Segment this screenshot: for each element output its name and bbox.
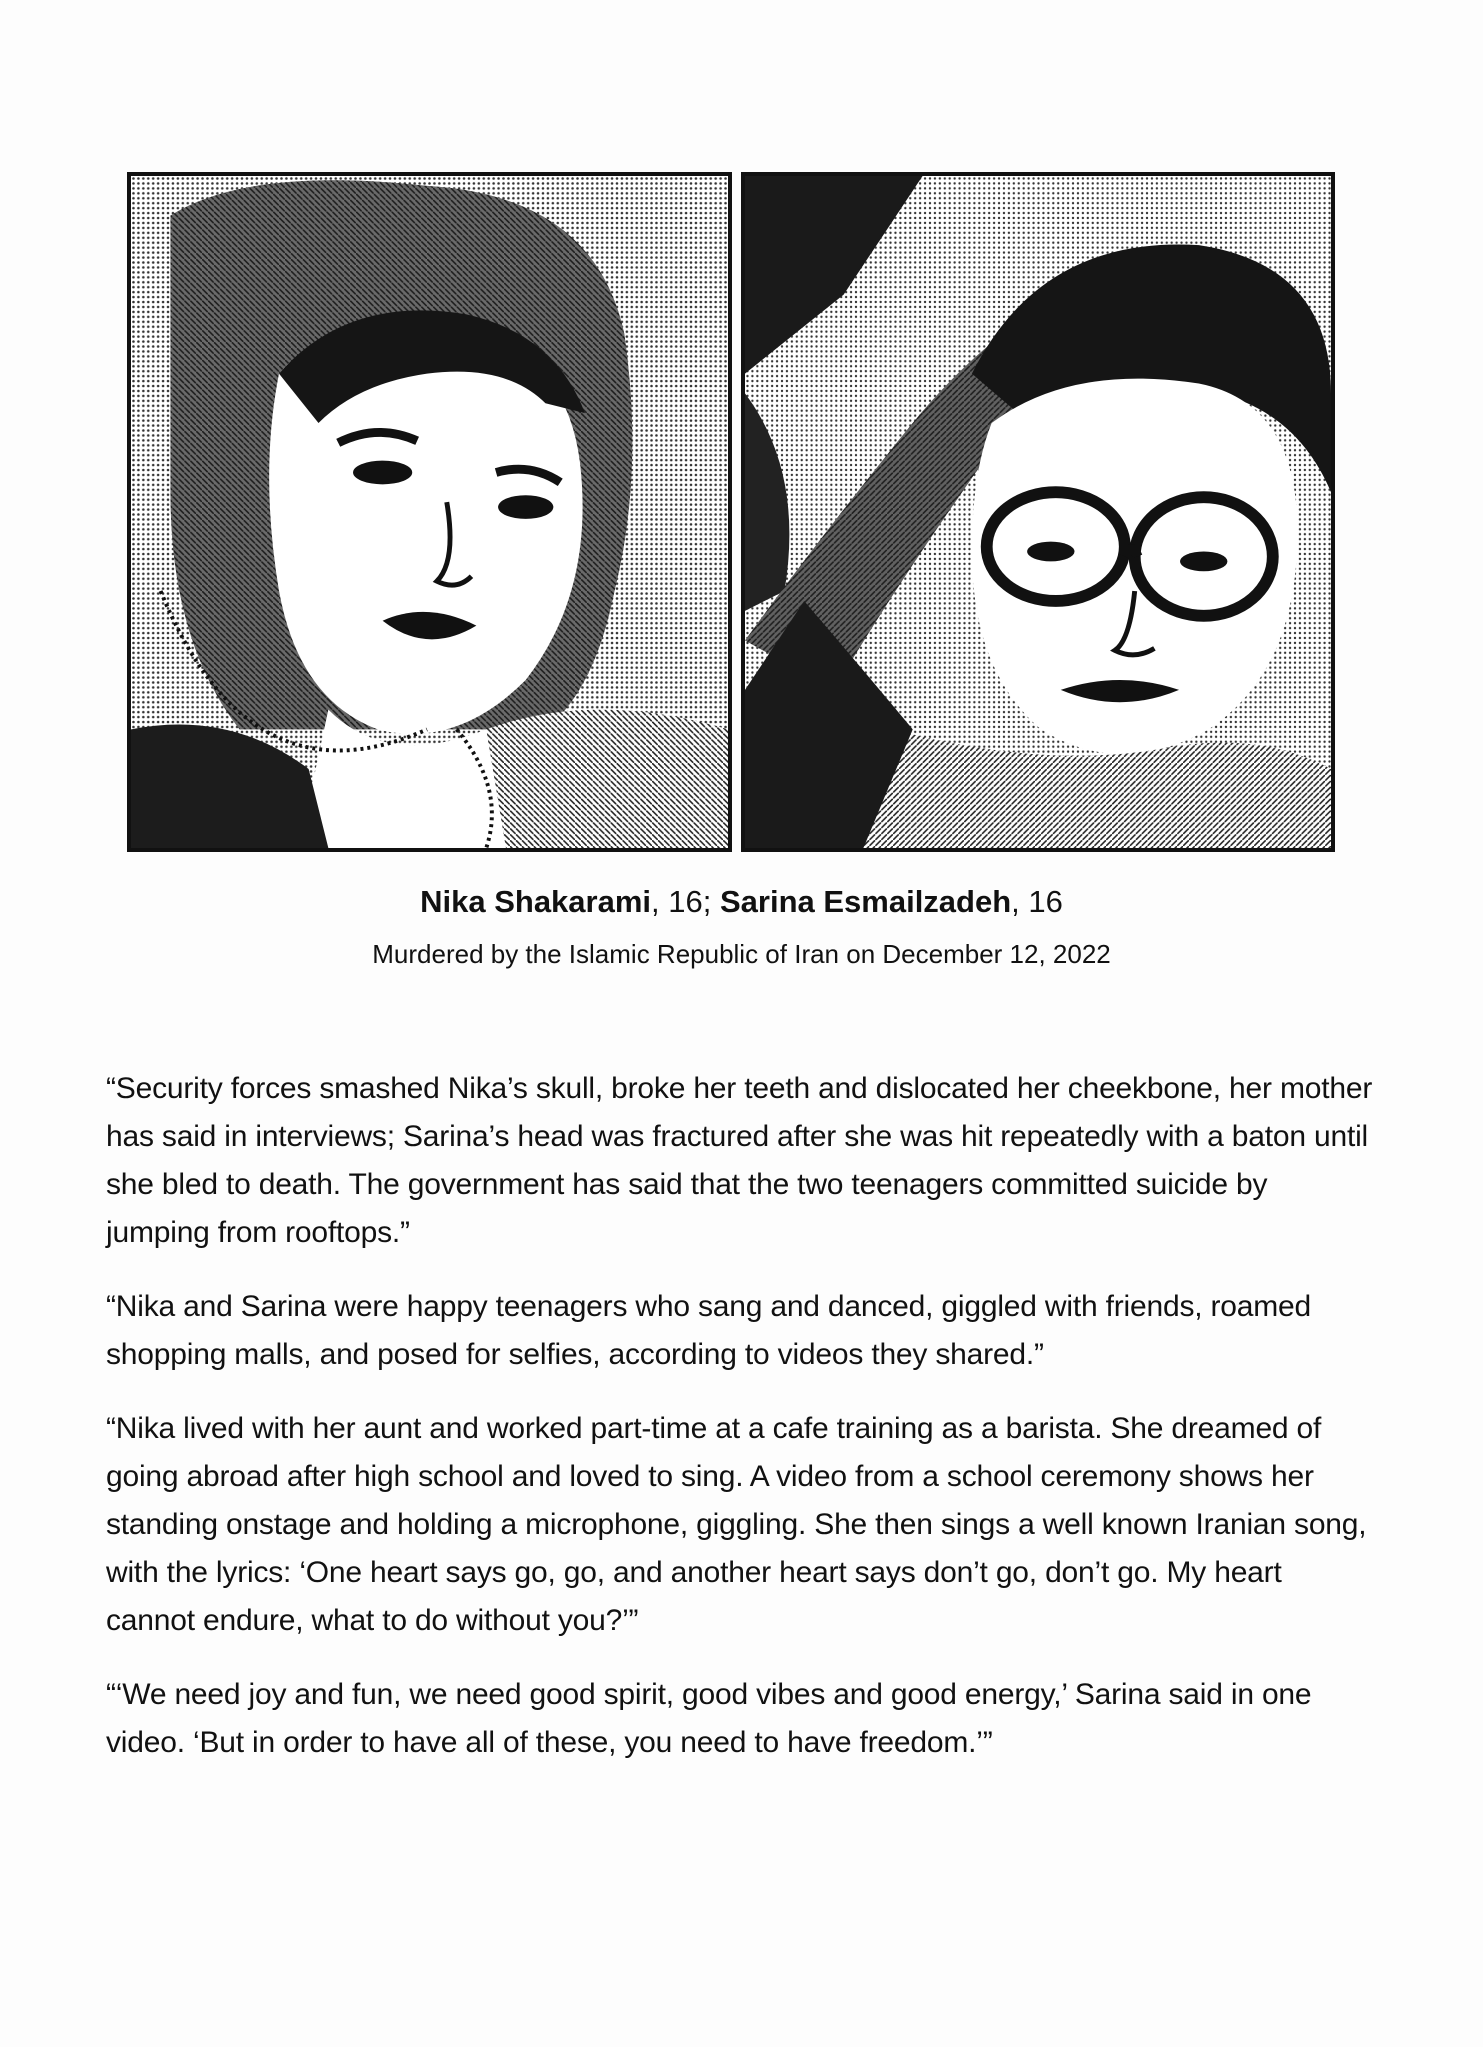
- quote-paragraph-2: “Nika and Sarina were happy teenagers who sang and danced, giggled with friends, roamed shopping malls, and posed for selfies, according to videos they shared.”: [106, 1290, 1312, 1371]
- portrait-photo-sarina: [741, 172, 1335, 852]
- quote-body: [106, 1065, 1376, 1793]
- quote-paragraph-3: “Nika lived with her aunt and worked part-time at a cafe training as a barista. She dreamed of going abroad after high school and loved to sing. A video from a school ceremony shows her standing onstage and holding a microphone, giggling. She then sings a well known Iranian song, with the lyrics: ‘One heart says go, go, and another heart says don’t go, don’t go. My heart cannot endure, what to do without you?’”: [106, 1412, 1367, 1637]
- portrait-photo-nika: [127, 172, 732, 852]
- caption-title: [0, 883, 1483, 921]
- caption-age-2: , 16: [1011, 884, 1063, 919]
- caption-name-1: Nika Shakarami: [420, 884, 652, 919]
- quote-paragraph-1: “Security forces smashed Nika’s skull, broke her teeth and dislocated her cheekbone, her mother has said in interviews; Sarina’s head was fractured after she was hit repeatedly with a baton until she bled to death. The government has said that the two teenagers committed suicide by jumping from rooftops.”: [106, 1072, 1373, 1249]
- portrait-illustration-left: [131, 176, 728, 848]
- caption-name-2: Sarina Esmailzadeh: [719, 884, 1012, 919]
- portrait-illustration-right: [745, 176, 1331, 848]
- photo-row: [127, 172, 1335, 852]
- caption-subtitle: Murdered by the Islamic Republic of Iran on December 12, 2022: [372, 939, 1111, 969]
- quote-paragraph-4: “‘We need joy and fun, we need good spirit, good vibes and good energy,’ Sarina said in one video. ‘But in order to have all of these, you need to have freedom.’”: [106, 1678, 1312, 1759]
- caption-age-1: , 16;: [651, 884, 720, 919]
